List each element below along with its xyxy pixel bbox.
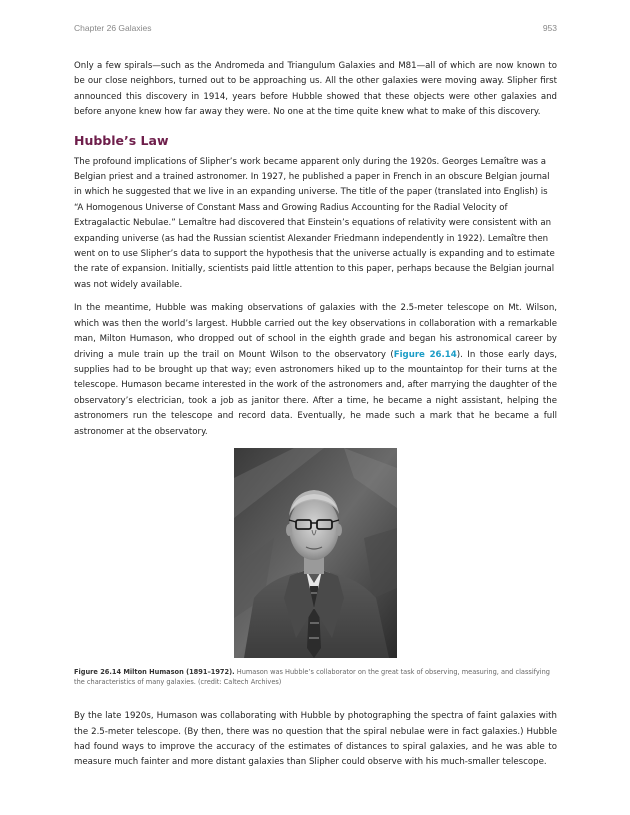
page-number: 953 [542, 23, 557, 33]
intro-paragraph: Only a few spirals—such as the Andromeda and Triangulum Galaxies and M81—all of which are now known to be our close neighbors, turned out to be approaching us. All the other galaxies were moving away. Slipher first announced this discovery in 1914, years before Hubble showed that these objects were other galaxies and before anyone knew how far away they were. No one at the time quite knew what to make of this discovery. [74, 61, 557, 118]
lemaitre-paragraph: The profound implications of Slipher’s work became apparent only during the 1920s. Georges Lemaître was a Belgian priest and a trained astronomer. In 1927, he published a paper in French in an obscure Belgian journal in which he suggested that we live in an expanding universe. The title of the paper (translated into English) is “A Homogenous Universe of Constant Mass and Growing Radius Accounting for the Radial Velocity of Extragalactic Nebulae.” Lemaître had discovered that Einstein’s equations of relativity were consistent with an expanding universe (as had the Russian scientist Alexander Friedmann independently in 1922). Lemaître then went on to use Slipher’s data to support the hypothesis that the universe actually is expanding and to estimate the rate of expansion. Initially, scientists paid little attention to this paper, perhaps because the Belgian journal was not widely available. [74, 156, 555, 290]
humason-text-part1: In the meantime, Hubble was making observations of galaxies with the 2.5-meter telescope on Mt. Wilson, which was then the world’s largest. Hubble carried out the key observations in collaboration with a remarkable man, Milton Humason, who dropped out of school in the eighth grade and began his astronomical career by driving a mule train up the trail on Mount Wilson to the observatory ( [74, 303, 557, 360]
page-header [74, 23, 557, 35]
closing-paragraph: By the late 1920s, Humason was collaborating with Hubble by photographing the spectra of faint galaxies with the 2.5-meter telescope. (By then, there was no question that the spiral nebulae were in fact galaxies.) Hubble had found ways to improve the accuracy of the estimates of distances to spiral galaxies, and he was able to measure much fainter and more distant galaxies than Slipher could observe with his much-smaller telescope. [74, 711, 557, 768]
figure-label: Figure 26.14 Milton Humason (1891–1972). [74, 667, 235, 676]
figure-link[interactable]: Figure 26.14 [393, 349, 457, 360]
figure-caption [74, 668, 557, 687]
humason-photo [234, 448, 397, 658]
figure-caption-text: Humason was Hubble’s collaborator on the great task of observing, measuring, and classifying the characteristics of many galaxies. (credit: Caltech Archives) [74, 667, 550, 686]
section-heading: Hubble’s Law [74, 132, 169, 148]
humason-text-part2: ). In those early days, supplies had to be brought up that way; even astronomers hiked up to the mountaintop for their turns at the telescope. Humason became interested in the work of the astronomers and, after marrying the daughter of the observatory’s electrician, took a job as janitor there. After a time, he became a night assistant, helping the astronomers run the telescope and record data. Eventually, he made such a mark that he became a full astronomer at the observatory. [74, 349, 557, 437]
page-content [74, 59, 557, 779]
chapter-title: Chapter 26 Galaxies [74, 23, 152, 33]
humason-paragraph [74, 301, 557, 440]
